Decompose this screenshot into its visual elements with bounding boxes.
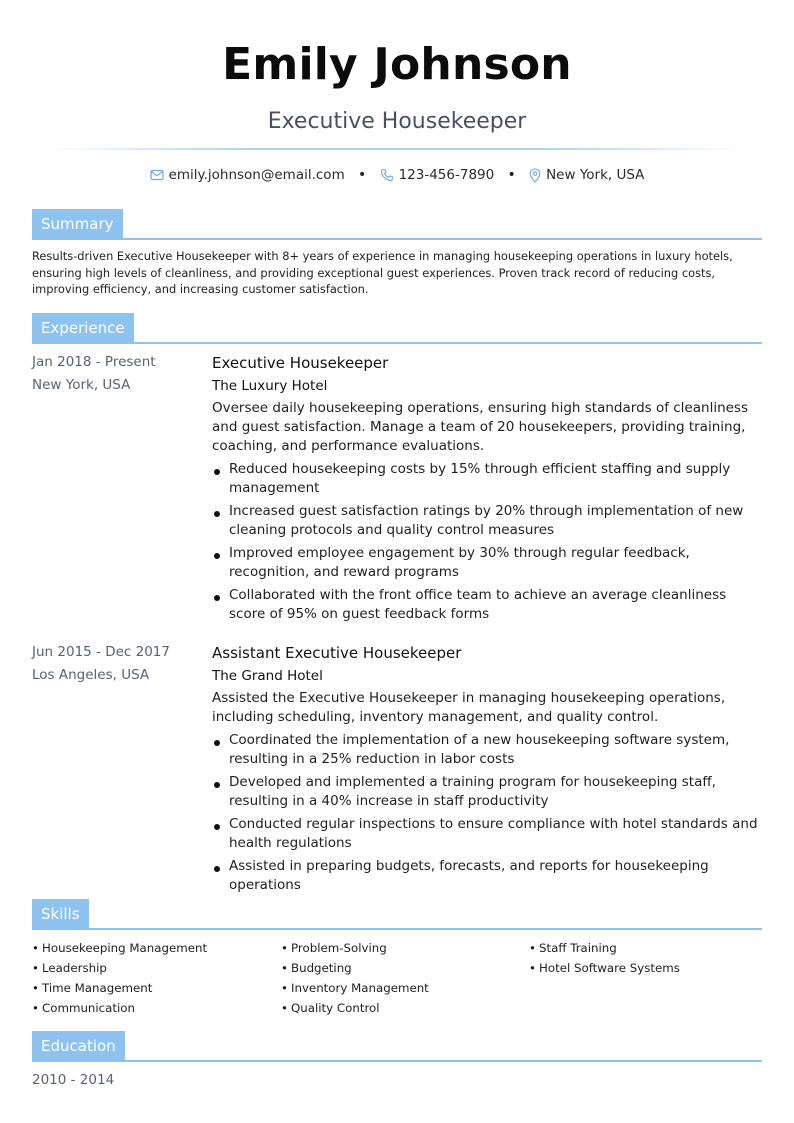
summary-section-header (32, 209, 762, 241)
experience-section-header (32, 313, 762, 345)
skill-item: • Leadership (32, 961, 107, 975)
achievement-item: Assisted in preparing budgets, forecasts, and reports for housekeeping operations (212, 857, 762, 895)
section-rule (32, 342, 762, 344)
phone-icon (380, 168, 394, 182)
mail-icon (150, 169, 164, 181)
skill-item: • Budgeting (281, 961, 352, 975)
achievement-item: Increased guest satisfaction ratings by 20% through implementation of new cleaning protocols and quality control measures (212, 502, 762, 540)
job-details (212, 352, 762, 628)
location-text: New York, USA (546, 167, 645, 183)
skill-item: • Communication (32, 1001, 135, 1015)
contact-location (529, 164, 644, 186)
skill-item: • Quality Control (281, 1001, 380, 1015)
job-location: New York, USA (32, 377, 131, 393)
job-company: The Luxury Hotel (212, 378, 328, 394)
contact-bar (32, 164, 762, 186)
job-description: Oversee daily housekeeping operations, ensuring high standards of cleanliness and guest satisfaction. Manage a team of 20 housekeepers, providing training, coaching, and performance evaluations. (212, 400, 748, 454)
skill-item: • Problem-Solving (281, 941, 387, 955)
section-title-summary: Summary (32, 209, 123, 239)
summary-text: Results-driven Executive Housekeeper with 8+ years of experience in managing housekeeping operations in luxury hotels, ensuring high levels of cleanliness, and providing exceptional guest experiences. Proven track record of reducing costs, improving efficiency, and increasing customer satisfaction. (32, 249, 733, 296)
job-achievements (212, 731, 762, 895)
skill-item: • Time Management (32, 981, 153, 995)
contact-email[interactable] (150, 164, 345, 186)
skills-column-3 (529, 938, 769, 978)
section-title-skills: Skills (32, 899, 89, 929)
skills-section-header (32, 899, 762, 931)
education-dates: 2010 - 2014 (32, 1072, 115, 1088)
job-role: Assistant Executive Housekeeper (212, 644, 462, 662)
section-rule (32, 928, 762, 930)
candidate-name: Emily Johnson (222, 39, 572, 90)
achievement-item: Collaborated with the front office team to achieve an average cleanliness score of 95% on guest feedback forms (212, 586, 762, 624)
phone-text: 123-456-7890 (398, 167, 495, 183)
section-rule (32, 238, 762, 240)
section-rule (32, 1060, 762, 1062)
contact-separator: • (358, 167, 367, 183)
job-location: Los Angeles, USA (32, 667, 150, 683)
job-details (212, 642, 762, 899)
map-pin-icon (529, 168, 541, 183)
achievement-item: Coordinated the implementation of a new housekeeping software system, resulting in a 25% reduction in labor costs (212, 731, 762, 769)
skill-item: • Hotel Software Systems (529, 961, 680, 975)
skills-column-1 (32, 938, 272, 1018)
contact-phone[interactable] (380, 164, 495, 186)
achievement-item: Reduced housekeeping costs by 15% through efficient staffing and supply management (212, 460, 762, 498)
skills-column-2 (281, 938, 521, 1018)
job-role: Executive Housekeeper (212, 354, 389, 372)
job-achievements (212, 460, 762, 624)
skill-item: • Housekeeping Management (32, 941, 208, 955)
contact-separator: • (507, 167, 516, 183)
job-dates: Jan 2018 - Present (32, 354, 156, 370)
job-dates: Jun 2015 - Dec 2017 (32, 644, 170, 660)
job-company: The Grand Hotel (212, 668, 323, 684)
skill-item: • Inventory Management (281, 981, 429, 995)
email-text: emily.johnson@email.com (168, 167, 345, 183)
achievement-item: Developed and implemented a training program for housekeeping staff, resulting in a 40% increase in staff productivity (212, 773, 762, 811)
achievement-item: Improved employee engagement by 30% through regular feedback, recognition, and reward programs (212, 544, 762, 582)
title-divider (46, 148, 748, 150)
section-title-experience: Experience (32, 313, 134, 343)
section-title-education: Education (32, 1031, 125, 1061)
job-title: Executive Housekeeper (267, 109, 527, 134)
education-section-header (32, 1031, 762, 1063)
skill-item: • Staff Training (529, 941, 617, 955)
achievement-item: Conducted regular inspections to ensure compliance with hotel standards and health regulations (212, 815, 762, 853)
job-description: Assisted the Executive Housekeeper in managing housekeeping operations, including scheduling, inventory management, and quality control. (212, 690, 726, 725)
